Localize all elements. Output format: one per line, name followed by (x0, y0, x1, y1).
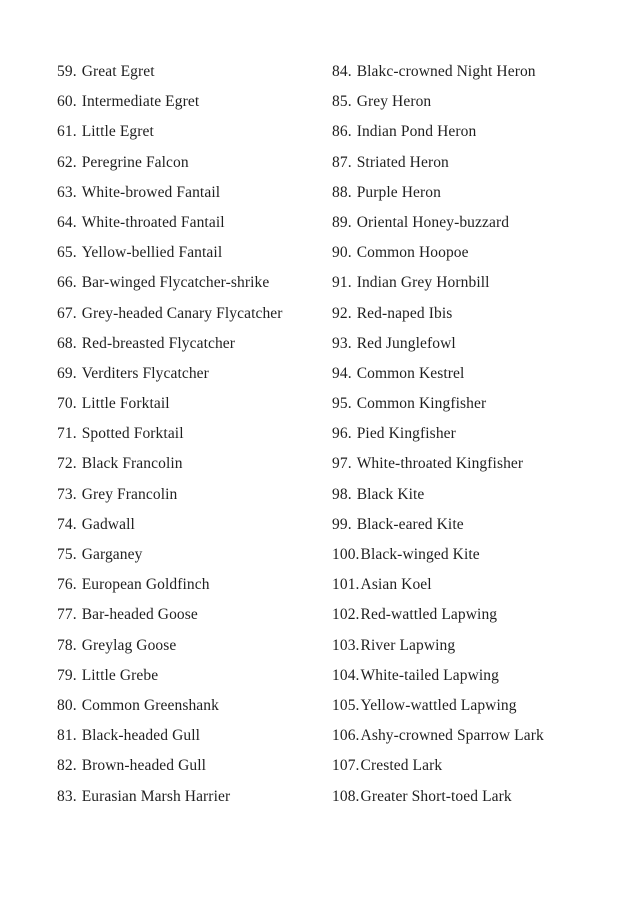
list-item (332, 480, 544, 510)
item-number: 87. (332, 153, 352, 171)
list-item (57, 691, 283, 721)
bird-name: Grey Heron (356, 93, 432, 111)
item-number: 63. (57, 183, 77, 201)
list-item (332, 419, 544, 449)
list-item (57, 661, 283, 691)
list-item (57, 117, 283, 147)
list-item (57, 57, 283, 87)
bird-name: Little Egret (81, 123, 154, 141)
bird-name: Red-breasted Flycatcher (81, 334, 236, 352)
list-item (332, 570, 544, 600)
item-number: 82. (57, 757, 77, 775)
list-item (57, 148, 283, 178)
list-item (332, 449, 544, 479)
list-item (57, 87, 283, 117)
list-item (332, 208, 544, 238)
item-number: 61. (57, 123, 77, 141)
item-number: 79. (57, 666, 77, 684)
bird-name: Oriental Honey-buzzard (356, 213, 510, 231)
item-number: 64. (57, 213, 77, 231)
bird-name: Black-eared Kite (356, 515, 464, 533)
bird-name: Ashy-crowned Sparrow Lark (360, 727, 544, 745)
list-item (57, 389, 283, 419)
item-number: 70. (57, 395, 77, 413)
bird-list-column-right (332, 57, 544, 812)
list-item (57, 631, 283, 661)
bird-name: Common Kestrel (356, 364, 465, 382)
item-number: 74. (57, 515, 77, 533)
item-number: 85. (332, 93, 352, 111)
item-number: 69. (57, 364, 77, 382)
item-number: 106. (332, 727, 360, 745)
list-item (332, 117, 544, 147)
list-item (57, 268, 283, 298)
list-item (332, 631, 544, 661)
list-item (332, 299, 544, 329)
item-number: 91. (332, 274, 352, 292)
list-item (57, 782, 283, 812)
list-item (332, 268, 544, 298)
bird-name: Grey-headed Canary Flycatcher (81, 304, 283, 322)
item-number: 68. (57, 334, 77, 352)
list-item (57, 449, 283, 479)
list-item (57, 721, 283, 751)
bird-name: Peregrine Falcon (81, 153, 189, 171)
item-number: 100. (332, 546, 360, 563)
item-number: 103. (332, 636, 360, 654)
item-number: 73. (57, 485, 77, 503)
bird-name: Great Egret (81, 63, 155, 80)
item-number: 89. (332, 213, 352, 231)
list-item (332, 238, 544, 268)
list-item (332, 540, 544, 570)
bird-name: Brown-headed Gull (81, 757, 207, 775)
list-item (57, 570, 283, 600)
bird-name: Greylag Goose (81, 636, 177, 654)
bird-name: Common Kingfisher (356, 395, 487, 413)
list-item (332, 329, 544, 359)
list-item (332, 661, 544, 691)
item-number: 78. (57, 636, 77, 654)
item-number: 99. (332, 515, 352, 533)
bird-name: Black Francolin (81, 455, 183, 473)
bird-name: Black-headed Gull (81, 727, 201, 745)
item-number: 83. (57, 787, 77, 805)
list-item (332, 782, 544, 812)
list-item (332, 359, 544, 389)
bird-name: Bar-headed Goose (81, 606, 198, 624)
item-number: 80. (57, 696, 77, 714)
bird-name: Red Junglefowl (356, 334, 456, 352)
item-number: 86. (332, 123, 352, 141)
bird-name: European Goldfinch (81, 576, 210, 594)
bird-name: Greater Short-toed Lark (360, 787, 512, 805)
bird-name: White-throated Kingfisher (356, 455, 524, 473)
bird-name: Intermediate Egret (81, 93, 200, 111)
list-item (332, 148, 544, 178)
list-item (57, 329, 283, 359)
item-number: 67. (57, 304, 77, 322)
item-number: 107. (332, 757, 360, 775)
bird-name: Indian Pond Heron (356, 123, 477, 141)
bird-name: Garganey (81, 546, 143, 563)
bird-name: Eurasian Marsh Harrier (81, 787, 231, 805)
list-item (332, 57, 544, 87)
bird-name: Asian Koel (360, 576, 432, 594)
bird-name: Little Grebe (81, 666, 159, 684)
bird-name: Yellow-wattled Lapwing (360, 696, 517, 714)
bird-name: Black-winged Kite (360, 546, 480, 563)
item-number: 66. (57, 274, 77, 292)
list-item (332, 721, 544, 751)
bird-name: Crested Lark (360, 757, 443, 775)
list-item (57, 419, 283, 449)
list-item (332, 751, 544, 781)
bird-list-column-left (57, 57, 283, 812)
bird-name: Blakc-crowned Night Heron (356, 63, 536, 80)
bird-name: Spotted Forktail (81, 425, 184, 443)
item-number: 81. (57, 727, 77, 745)
list-item (57, 600, 283, 630)
item-number: 105. (332, 696, 360, 714)
bird-name: Little Forktail (81, 395, 170, 413)
list-item (57, 178, 283, 208)
bird-name: Striated Heron (356, 153, 449, 171)
item-number: 102. (332, 606, 360, 624)
bird-name: Bar-winged Flycatcher-shrike (81, 274, 270, 292)
item-number: 92. (332, 304, 352, 322)
bird-name: White-browed Fantail (81, 183, 221, 201)
bird-name: Indian Grey Hornbill (356, 274, 490, 292)
bird-name: Grey Francolin (81, 485, 178, 503)
list-item (332, 178, 544, 208)
item-number: 96. (332, 425, 352, 443)
list-item (332, 87, 544, 117)
item-number: 71. (57, 425, 77, 443)
bird-name: Verditers Flycatcher (81, 364, 209, 382)
item-number: 84. (332, 63, 352, 80)
bird-name: White-tailed Lapwing (360, 666, 499, 684)
list-item (57, 540, 283, 570)
bird-name: White-throated Fantail (81, 213, 225, 231)
list-item (57, 238, 283, 268)
bird-name: Common Greenshank (81, 696, 219, 714)
item-number: 97. (332, 455, 352, 473)
item-number: 62. (57, 153, 77, 171)
item-number: 108. (332, 787, 360, 805)
item-number: 90. (332, 244, 352, 262)
item-number: 104. (332, 666, 360, 684)
list-item (332, 600, 544, 630)
list-item (332, 389, 544, 419)
item-number: 101. (332, 576, 360, 594)
list-item (57, 480, 283, 510)
item-number: 72. (57, 455, 77, 473)
item-number: 59. (57, 63, 77, 80)
item-number: 88. (332, 183, 352, 201)
list-item (332, 691, 544, 721)
item-number: 75. (57, 546, 77, 563)
list-item (57, 510, 283, 540)
item-number: 60. (57, 93, 77, 111)
bird-name: Red-naped Ibis (356, 304, 453, 322)
list-item (332, 510, 544, 540)
item-number: 77. (57, 606, 77, 624)
item-number: 94. (332, 364, 352, 382)
bird-name: Black Kite (356, 485, 425, 503)
list-item (57, 359, 283, 389)
bird-name: Purple Heron (356, 183, 441, 201)
bird-name: Pied Kingfisher (356, 425, 456, 443)
item-number: 95. (332, 395, 352, 413)
bird-name: Gadwall (81, 515, 135, 533)
item-number: 93. (332, 334, 352, 352)
list-item (57, 208, 283, 238)
item-number: 76. (57, 576, 77, 594)
bird-name: River Lapwing (360, 636, 456, 654)
list-item (57, 751, 283, 781)
item-number: 98. (332, 485, 352, 503)
bird-name: Yellow-bellied Fantail (81, 244, 223, 262)
bird-name: Common Hoopoe (356, 244, 469, 262)
list-item (57, 299, 283, 329)
item-number: 65. (57, 244, 77, 262)
bird-name: Red-wattled Lapwing (360, 606, 498, 624)
